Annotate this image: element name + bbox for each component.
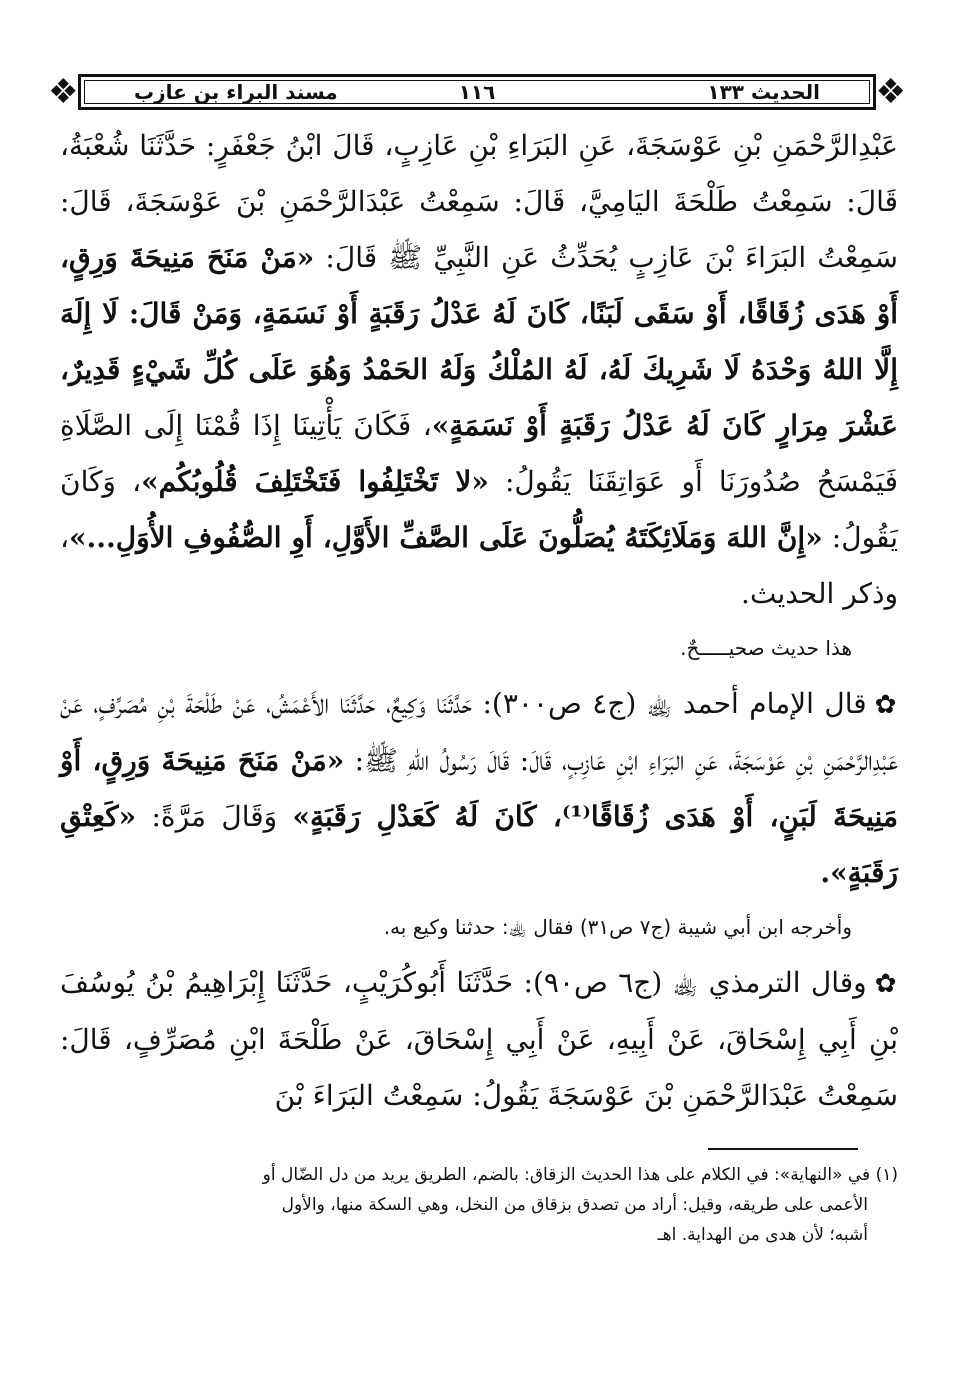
footnote-1-line-2: الأعمى على طريقه، وقيل: أراد من تصدق بزقاق من النخل، وهي السكة منها، والأول: [281, 1195, 868, 1215]
hadith-number-label: الحديث ١٣٣: [707, 80, 820, 104]
narration-text-3: وَقَالَ مَرَّةً:: [136, 800, 293, 833]
isnad-text-2: قال الإمام أحمد ﵀ (ج٤ ص٣٠٠): حَدَّثَنَا وَكِيعٌ، حَدَّثَنَا الأَعْمَشُ، عَنْ طَلْحَةَ بْنِ مُصَرِّفٍ، عَنْ عَبْدِالرَّحْمَنِ بْنِ عَوْسَجَةَ، عَنِ البَرَاءِ ابْنِ عَازِبٍ، قَالَ: قَالَ رَسُولُ اللهِ ﷺ:: [60, 687, 899, 777]
matn-bold-4: «مَنْ مَنَحَ مَنِيحَةَ وَرِقٍ، أَوْ مَنِيحَةَ لَبَنٍ، أَوْ هَدَى زُقَاقًا⁽¹⁾، كَانَ لَهُ كَعَدْلِ رَقَبَةٍ»: [60, 744, 898, 833]
ibn-abi-shaybah-note: وأخرجه ابن أبي شيبة (ج٧ ص٣١) فقال ﵀: حدثنا وكيع به.: [383, 915, 852, 939]
matn-bold: «مَنْ مَنَحَ مَنِيحَةَ وَرِقٍ، أَوْ هَدَى زُقَاقًا، أَوْ سَقَى لَبَنًا، كَانَ لَهُ عَدْلُ رَقَبَةٍ أَوْ نَسَمَةٍ، وَمَنْ قَالَ: لَا إِلَهَ إِلَّا اللهُ وَحْدَهُ لَا شَرِيكَ لَهُ، لَهُ المُلْكُ وَلَهُ الحَمْدُ وَهُوَ عَلَى كُلِّ شَيْءٍ قَدِيرٌ، عَشْرَ مِرَارٍ كَانَ لَهُ عَدْلُ رَقَبَةٍ أَوْ نَسَمَةٍ»: [60, 241, 899, 442]
page-header: [48, 70, 906, 116]
page-number: ١١٦: [458, 80, 496, 104]
flower-bullet-icon: ✿: [874, 690, 898, 720]
hadith-verdict: هذا حديث صحيـــــحٌ.: [680, 636, 852, 660]
footnote-1-line-1: (١) في «النهاية»: في الكلام على هذا الحديث الزقاق: بالضم، الطريق يريد من دل الضّال أو: [262, 1165, 898, 1185]
ornament-left-icon: ❖: [48, 72, 79, 112]
isnad-text: عَبْدِالرَّحْمَنِ بْنِ عَوْسَجَةَ، عَنِ البَرَاءِ بْنِ عَازِبٍ، قَالَ ابْنُ جَعْفَرٍ: حَدَّثَنَا شُعْبَةُ، قَالَ: سَمِعْتُ طَلْحَةَ اليَامِيَّ، قَالَ: سَمِعْتُ عَبْدَالرَّحْمَنِ بْنَ عَوْسَجَةَ، قَالَ: سَمِعْتُ البَرَاءَ بْنَ عَازِبٍ يُحَدِّثُ عَنِ النَّبِيِّ ﷺ قَالَ:: [60, 129, 898, 274]
footnote-1-line-3: أشبه؛ لأن هدى من الهداية. اهـ: [657, 1225, 868, 1245]
narration-text-2: ، وَكَانَ يَقُولُ:: [60, 465, 898, 554]
main-text: [60, 118, 898, 1124]
section-title: مسند البراء بن عازب: [134, 80, 338, 104]
hadith-paragraph-2: [60, 676, 898, 901]
matn-bold-5: «كَعِتْقِ رَقَبَةٍ».: [60, 800, 898, 889]
narration-end: ، وذكر الحديث.: [60, 521, 898, 610]
hadith-paragraph-3: [60, 955, 898, 1124]
narration-text: ، فَكَانَ يَأْتِينَا إِذَا قُمْنَا إِلَى الصَّلَاةِ فَيَمْسَحُ صُدُورَنَا أَو عَوَاتِقَنَا يَقُولُ:: [60, 409, 899, 498]
ornament-right-icon: ❖: [875, 72, 906, 112]
matn-bold-2: «لا تَخْتَلِفُوا فَتَخْتَلِفَ قُلُوبُكُم»: [141, 465, 489, 498]
isnad-text-3: وقال الترمذي ﵀ (ج٦ ص٩٠): حَدَّثَنَا أَبُوكُرَيْبٍ، حَدَّثَنَا إِبْرَاهِيمُ بْنُ يُوسُفَ بْنِ أَبِي إِسْحَاقَ، عَنْ أَبِيهِ، عَنْ أَبِي إِسْحَاقَ، عَنْ طَلْحَةَ ابْنِ مُصَرِّفٍ، قَالَ: سَمِعْتُ عَبْدَالرَّحْمَنِ بْنَ عَوْسَجَةَ يَقُولُ: سَمِعْتُ البَرَاءَ بْنَ: [60, 966, 898, 1112]
footnote-divider: [708, 1148, 858, 1150]
footnotes: [60, 1160, 898, 1250]
flower-bullet-icon-2: ✿: [874, 969, 898, 999]
matn-bold-3: «إِنَّ اللهَ وَمَلَائِكَتَهُ يُصَلُّونَ عَلَى الصَّفِّ الأَوَّلِ، أَوِ الصُّفُوفِ الأُوَلِ...»: [69, 521, 823, 554]
hadith-paragraph-1: [60, 118, 898, 622]
